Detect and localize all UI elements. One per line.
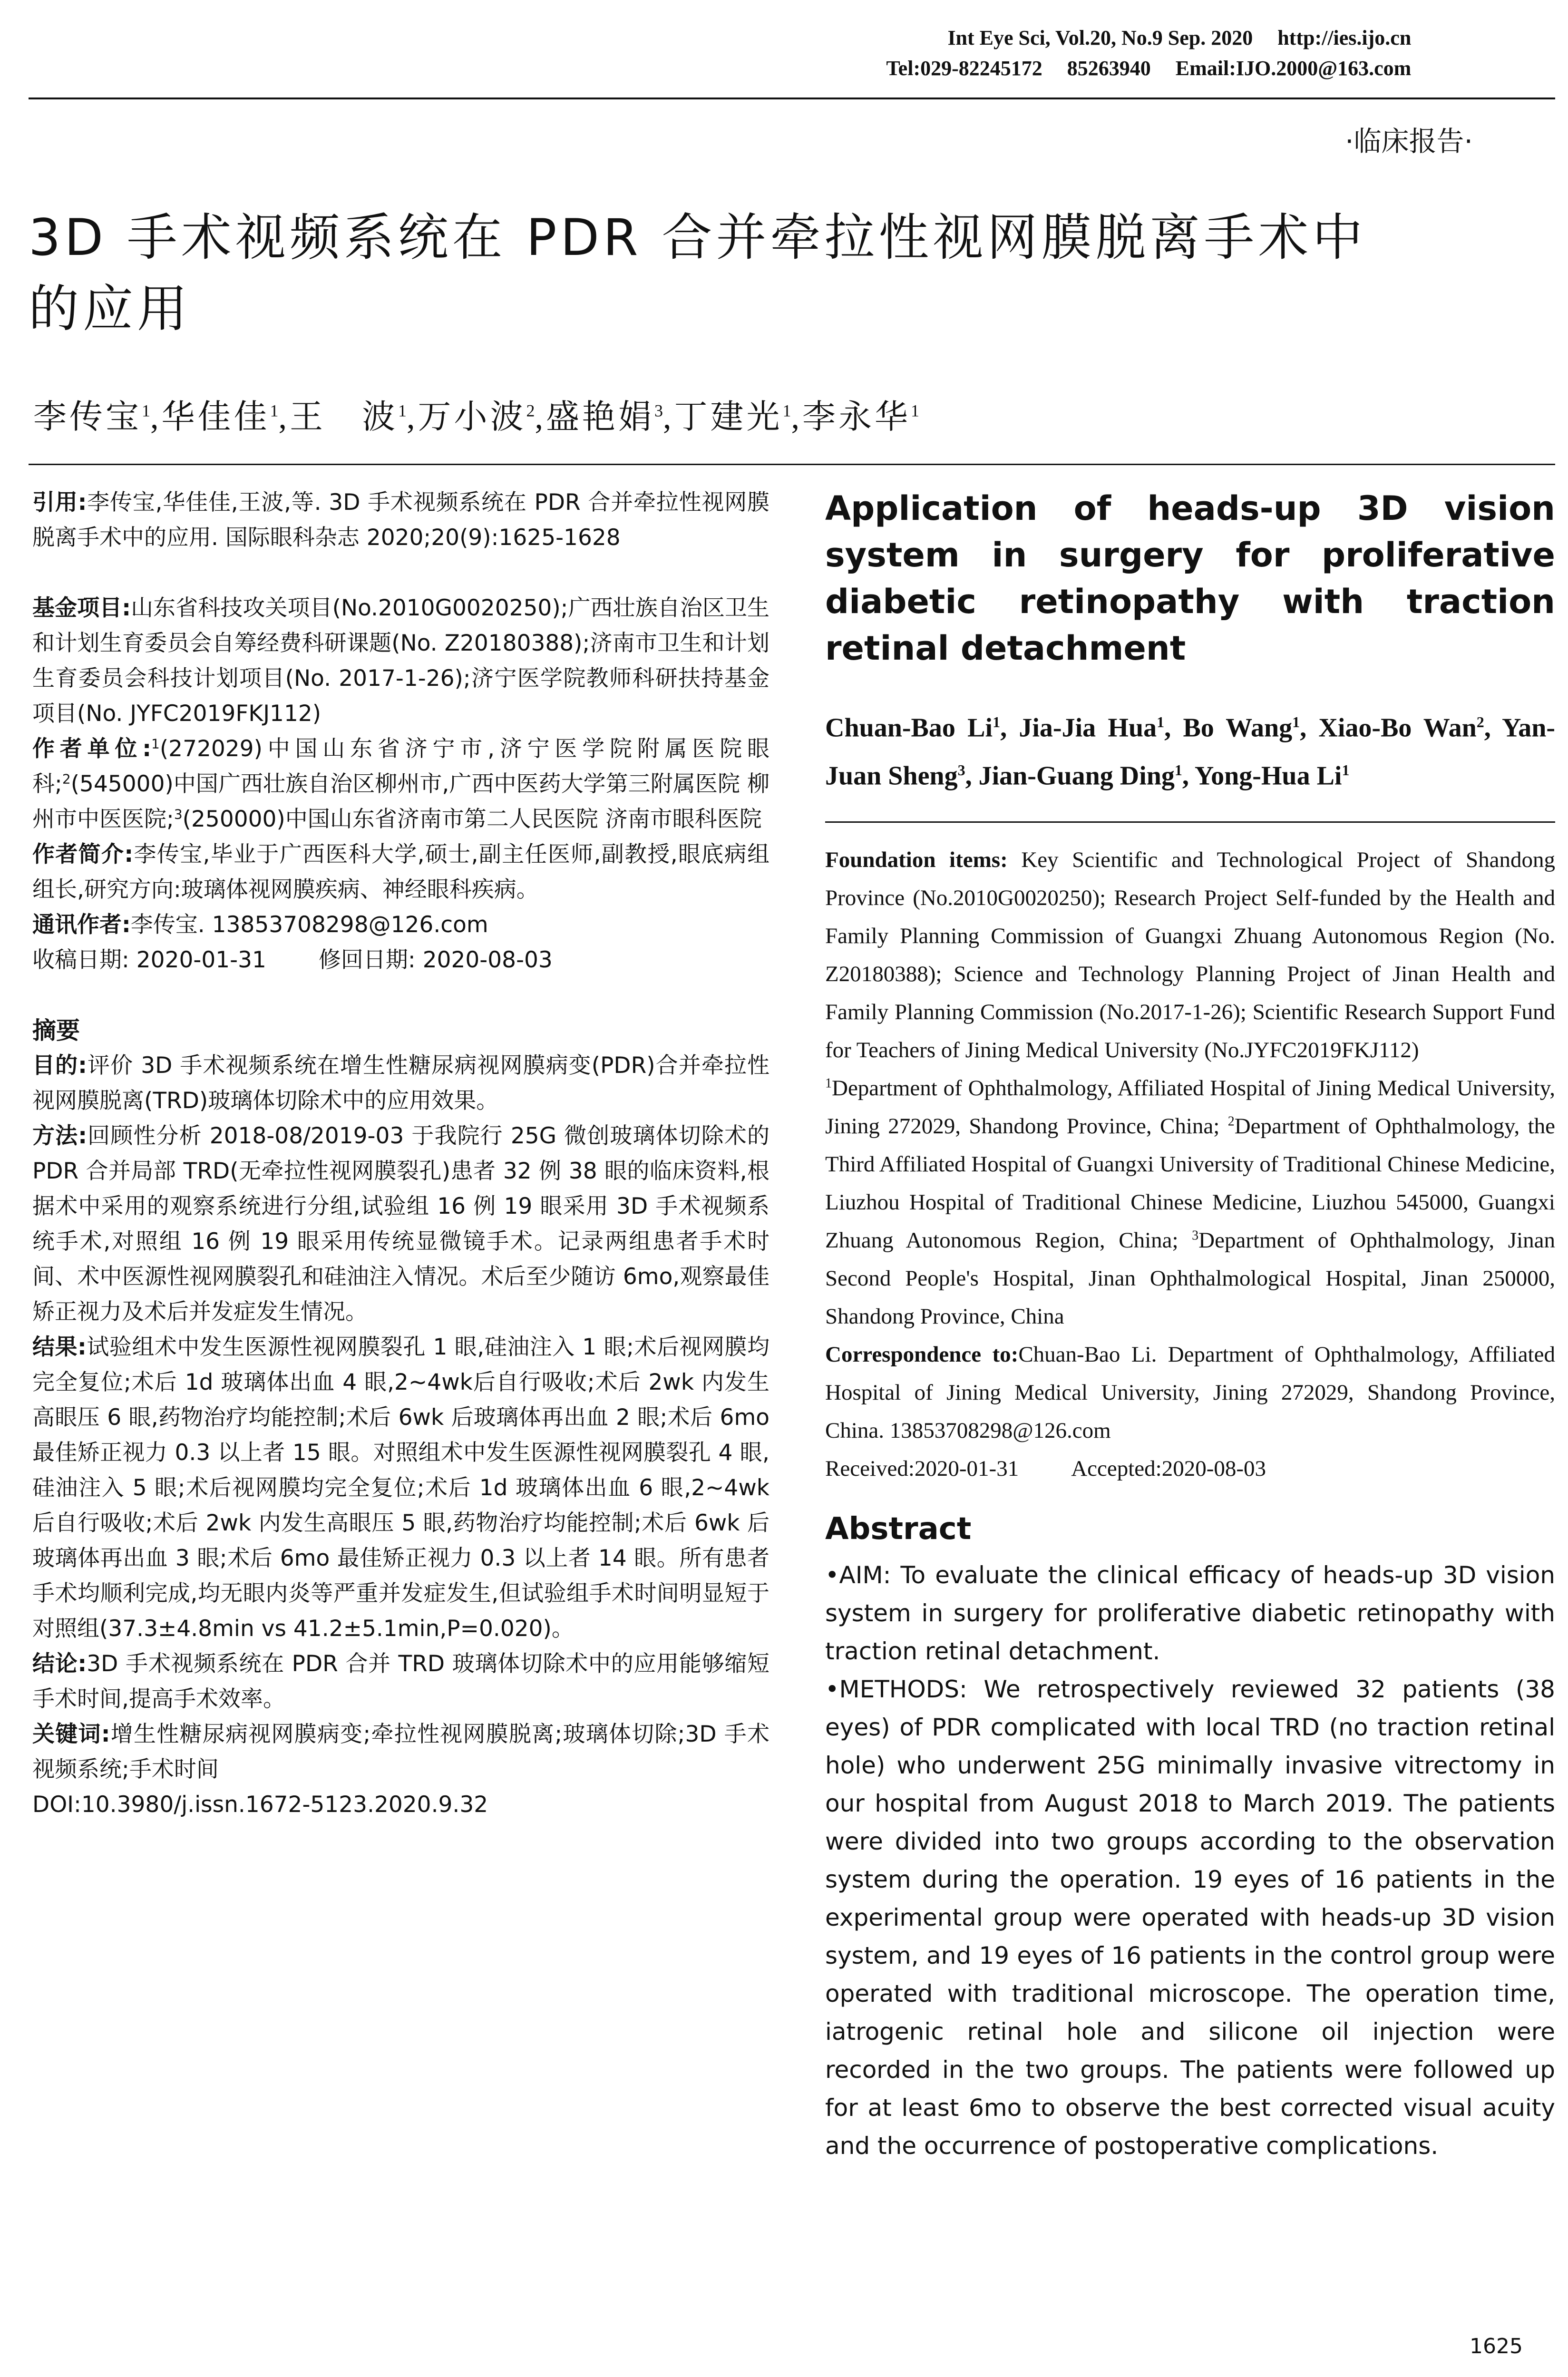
author-en: Bo Wang bbox=[1183, 713, 1293, 743]
unit-text: (272029)中国山东省济宁市,济宁医学院附属医院眼科; bbox=[32, 736, 770, 797]
author-cn: 李永华 bbox=[802, 399, 911, 436]
journal-header-line2 bbox=[861, 53, 1411, 84]
methods-en-label: •METHODS: bbox=[825, 1676, 967, 1704]
author-aff: 1 bbox=[1174, 761, 1182, 779]
article-title-cn bbox=[29, 202, 1549, 345]
author-cn: 华佳佳 bbox=[161, 399, 270, 436]
author-en: Yong-Hua Li bbox=[1194, 761, 1342, 791]
fund-item bbox=[32, 591, 769, 731]
dates-en bbox=[825, 1450, 1555, 1488]
bio-text: 李传宝,毕业于广西医科大学,硕士,副主任医师,副教授,眼底病组组长,研究方向:玻璃体视网膜疾病、神经眼科疾病。 bbox=[32, 841, 770, 903]
unit-sup: 3 bbox=[174, 806, 183, 822]
authors-rule bbox=[29, 464, 1555, 465]
author-aff: 1 bbox=[1292, 713, 1300, 731]
journal-tel: Tel:029-82245172 bbox=[886, 57, 1042, 80]
right-column-en bbox=[825, 485, 1555, 2165]
author-cn: 丁建光 bbox=[674, 399, 783, 436]
foundation-label: Foundation items: bbox=[825, 848, 1008, 873]
keywords-label: 关键词: bbox=[32, 1721, 110, 1747]
left-column-cn bbox=[32, 485, 769, 1822]
journal-email[interactable]: Email:IJO.2000@163.com bbox=[1175, 57, 1412, 80]
conclusion-cn bbox=[32, 1646, 769, 1717]
correspondence-text[interactable]: Chuan-Bao Li. Department of Ophthalmology, Affiliated Hospital of Jining Medical University, Jining 272029, Shandong Province, China. 13853708298@126.com bbox=[825, 1342, 1555, 1443]
author-aff: 1 bbox=[142, 401, 150, 420]
journal-header-line1 bbox=[861, 23, 1411, 53]
conclusion-label: 结论: bbox=[32, 1651, 87, 1677]
unit-sup: 1 bbox=[151, 736, 160, 752]
aff-sup: 1 bbox=[825, 1076, 832, 1091]
author-en: Xiao-Bo Wan bbox=[1318, 713, 1477, 743]
author-aff: 1 bbox=[993, 713, 1001, 731]
unit-label: 作者单位: bbox=[32, 736, 151, 762]
methods-label: 方法: bbox=[32, 1123, 88, 1149]
author-cn: 万小波 bbox=[418, 399, 526, 436]
author-aff: 3 bbox=[654, 401, 663, 420]
keywords-cn bbox=[32, 1717, 769, 1787]
corr-label: 通讯作者: bbox=[32, 912, 131, 938]
methods-text: 回顾性分析 2018-08/2019-03 于我院行 25G 微创玻璃体切除术的 PDR 合并局部 TRD(无牵拉性视网膜裂孔)患者 32 例 38 眼的临床资料,根据术中采用的观察系统进行分组,试验组 16 例 19 眼采用 3D 手术视频系统手术,对照组 16 例 19 眼采用传统显微镜手术。记录两组患者手术时间、术中医源性视网膜裂孔和硅油注入情况。术后至少随访 6mo,观察最佳矫正视力及术后并发症发生情况。 bbox=[32, 1123, 769, 1325]
citation bbox=[32, 485, 769, 555]
revised-date-cn: 修回日期: 2020-08-03 bbox=[318, 947, 553, 973]
objective-text: 评价 3D 手术视频系统在增生性糖尿病视网膜病变(PDR)合并牵拉性视网膜脱离(TRD)玻璃体切除术中的应用效果。 bbox=[32, 1052, 769, 1114]
author-cn: 李传宝 bbox=[33, 399, 142, 436]
unit-sup: 2 bbox=[62, 771, 71, 787]
authors-en-rule bbox=[825, 821, 1555, 823]
corresponding-author bbox=[32, 907, 769, 943]
dates-cn bbox=[32, 943, 769, 978]
author-en: Jia-Jia Hua bbox=[1019, 713, 1157, 743]
corr-text[interactable]: 李传宝. 13853708298@126.com bbox=[130, 912, 488, 938]
aff-text: Department of Ophthalmology, Jinan Second People's Hospital, Jinan Ophthalmological Hospital, Jinan 250000, Shandong Province, China bbox=[825, 1228, 1555, 1329]
unit-text: (250000)中国山东省济南市第二人民医院 济南市眼科医院 bbox=[182, 806, 762, 832]
journal-header bbox=[861, 23, 1411, 84]
header-rule bbox=[29, 97, 1555, 99]
objective-cn bbox=[32, 1048, 769, 1119]
received-date-en: Received:2020-01-31 bbox=[825, 1456, 1019, 1481]
author-aff: 3 bbox=[957, 761, 965, 779]
results-label: 结果: bbox=[32, 1334, 87, 1360]
title-cn-line2: 的应用 bbox=[29, 280, 191, 338]
foundation-block-en bbox=[825, 841, 1555, 1488]
aff-text: Department of Ophthalmology, the Third Affiliated Hospital of Guangxi University of Traditional Chinese Medicine, Liuzhou Hospital of Traditional Chinese Medicine, Liuzhou 545000, Guangxi Zhuang Autonomous Region, China; bbox=[825, 1114, 1555, 1253]
author-unit bbox=[32, 731, 769, 837]
author-aff: 1 bbox=[1342, 761, 1350, 779]
aff-text: Department of Ophthalmology, Affiliated Hospital of Jining Medical University, Jining 272029, Shandong Province, China; bbox=[825, 1076, 1555, 1139]
authors-en: Chuan-Bao Li$^1$, Jia-Jia Hua$^1$, Bo Wang$^1$, Xiao-Bo Wan$^2$, Yan-Juan Sheng$^3$, Jian-Guang Ding$^1$, Yong-Hua Li$^1$ bbox=[825, 713, 1556, 791]
author-en: Yan-Juan Sheng bbox=[825, 713, 1556, 791]
aim-text: To evaluate the clinical efficacy of heads-up 3D vision system in surgery for proliferative diabetic retinopathy with traction retinal detachment. bbox=[825, 1561, 1555, 1666]
authors-cn: 李传宝$^1$,华佳佳$^1$,王 波$^1$,万小波$^2$,盛艳娟$^3$,丁建光$^1$,李永华$^1$ bbox=[33, 399, 919, 436]
author-aff: 1 bbox=[270, 401, 279, 420]
author-en: Jian-Guang Ding bbox=[978, 761, 1175, 791]
author-aff: 2 bbox=[526, 401, 535, 420]
title-cn-line1: 3D 手术视频系统在 PDR 合并牵拉性视网膜脱离手术中 bbox=[29, 208, 1367, 267]
affiliations-en bbox=[825, 1069, 1555, 1335]
journal-tel2: 85263940 bbox=[1067, 57, 1151, 80]
author-aff: 1 bbox=[911, 401, 919, 420]
keywords-text: 增生性糖尿病视网膜病变;牵拉性视网膜脱离;玻璃体切除;3D 手术视频系统;手术时间 bbox=[32, 1721, 769, 1783]
article-title-en: Application of heads-up 3D vision system in surgery for proliferative diabetic retinopathy with traction retinal detachment bbox=[825, 489, 1555, 668]
methods-en bbox=[825, 1670, 1555, 2165]
foundation-items bbox=[825, 841, 1555, 1069]
fund-text: 山东省科技攻关项目(No.2010G0020250);广西壮族自治区卫生和计划生育委员会自筹经费科研课题(No. Z20180388);济南市卫生和计划生育委员会科技计划项目(No. 2017-1-26);济宁医学院教师科研扶持基金项目(No. JYFC2019FKJ112) bbox=[32, 595, 770, 727]
foundation-text: Key Scientific and Technological Project of Shandong Province (No.2010G0020250); Research Project Self-funded by the Health and Family Planning Commission of Guangxi Zhuang Autonomous Region (No. Z20180388); Science and Technology Planning Project of Jinan Health and Family Planning Commission (No.2017-1-26); Scientific Research Support Fund for Teachers of Jining Medical University (No.JYFC2019FKJ112) bbox=[825, 848, 1555, 1063]
author-aff: 2 bbox=[1476, 713, 1484, 731]
aim-en bbox=[825, 1556, 1555, 1670]
conclusion-text: 3D 手术视频系统在 PDR 合并 TRD 玻璃体切除术中的应用能够缩短手术时间,提高手术效率。 bbox=[32, 1651, 770, 1712]
author-aff: 1 bbox=[782, 401, 791, 420]
methods-en-text: We retrospectively reviewed 32 patients (38 eyes) of PDR complicated with local TRD (no traction retinal hole) who underwent 25G minimally invasive vitrectomy in our hospital from August 2018 to March 2019. The patients were divided into two groups according to the observation system during the operation. 19 eyes of 16 patients in the experimental group were operated with heads-up 3D vision system, and 19 eyes of 16 patients in the control group were operated with traditional microscope. The operation time, iatrogenic retinal hole and silicone oil injection were recorded in the two groups. The patients were followed up for at least 6mo to observe the best corrected visual acuity and the occurrence of postoperative complications. bbox=[825, 1676, 1555, 2160]
received-date-cn: 收稿日期: 2020-01-31 bbox=[32, 947, 266, 973]
author-aff: 1 bbox=[398, 401, 407, 420]
aff-sup: 2 bbox=[1227, 1114, 1235, 1129]
author-en: Chuan-Bao Li bbox=[825, 713, 993, 743]
fund-label: 基金项目: bbox=[32, 595, 131, 621]
unit-text: (545000)中国广西壮族自治区柳州市,广西中医药大学第三附属医院 柳州市中医医院; bbox=[32, 771, 769, 832]
abstract-heading-en: Abstract bbox=[825, 1511, 972, 1547]
author-bio bbox=[32, 837, 769, 907]
section-tag: ·临床报告· bbox=[1345, 125, 1473, 157]
doi[interactable]: DOI:10.3980/j.issn.1672-5123.2020.9.32 bbox=[32, 1792, 488, 1818]
results-text: 试验组术中发生医源性视网膜裂孔 1 眼,硅油注入 1 眼;术后视网膜均完全复位;术后 1d 玻璃体出血 4 眼,2~4wk后自行吸收;术后 2wk 内发生高眼压 6 眼,药物治疗均能控制;术后 6wk 后玻璃体再出血 2 眼;术后 6mo 最佳矫正视力 0.3 以上者 15 眼。对照组术中发生医源性视网膜裂孔 4 眼,硅油注入 5 眼;术后视网膜均完全复位;术后 1d 玻璃体出血 6 眼,2~4wk 后自行吸收;术后 2wk 内发生高眼压 5 眼,药物治疗均能控制;术后 6wk 后玻璃体再出血 3 眼;术后 6mo 最佳矫正视力 0.3 以上者 14 眼。所有患者手术均顺利完成,均无眼内炎等严重并发症发生,但试验组手术时间明显短于对照组(37.3±4.8min vs 41.2±5.1min,P=0.020)。 bbox=[32, 1334, 770, 1642]
journal-url[interactable]: http://ies.ijo.cn bbox=[1277, 26, 1412, 49]
citation-text: 李传宝,华佳佳,王波,等. 3D 手术视频系统在 PDR 合并牵拉性视网膜脱离手术中的应用. 国际眼科杂志 2020;20(9):1625-1628 bbox=[32, 489, 769, 551]
journal-citation: Int Eye Sci, Vol.20, No.9 Sep. 2020 bbox=[947, 26, 1253, 49]
bio-label: 作者简介: bbox=[32, 841, 134, 867]
objective-label: 目的: bbox=[32, 1052, 87, 1079]
abstract-heading-cn: 摘要 bbox=[32, 1017, 80, 1044]
aff-sup: 3 bbox=[1192, 1228, 1199, 1243]
abstract-en bbox=[825, 1556, 1555, 2165]
author-aff: 1 bbox=[1157, 713, 1165, 731]
methods-cn bbox=[32, 1119, 769, 1330]
correspondence-en bbox=[825, 1335, 1555, 1450]
author-cn: 盛艳娟 bbox=[546, 399, 654, 436]
results-cn bbox=[32, 1330, 769, 1646]
citation-label: 引用: bbox=[32, 489, 87, 516]
page-number: 1625 bbox=[1470, 2334, 1523, 2358]
aim-label: •AIM: bbox=[825, 1561, 891, 1589]
correspondence-label: Correspondence to: bbox=[825, 1342, 1019, 1367]
accepted-date-en: Accepted:2020-08-03 bbox=[1071, 1456, 1266, 1481]
author-cn: 王 波 bbox=[290, 399, 398, 436]
